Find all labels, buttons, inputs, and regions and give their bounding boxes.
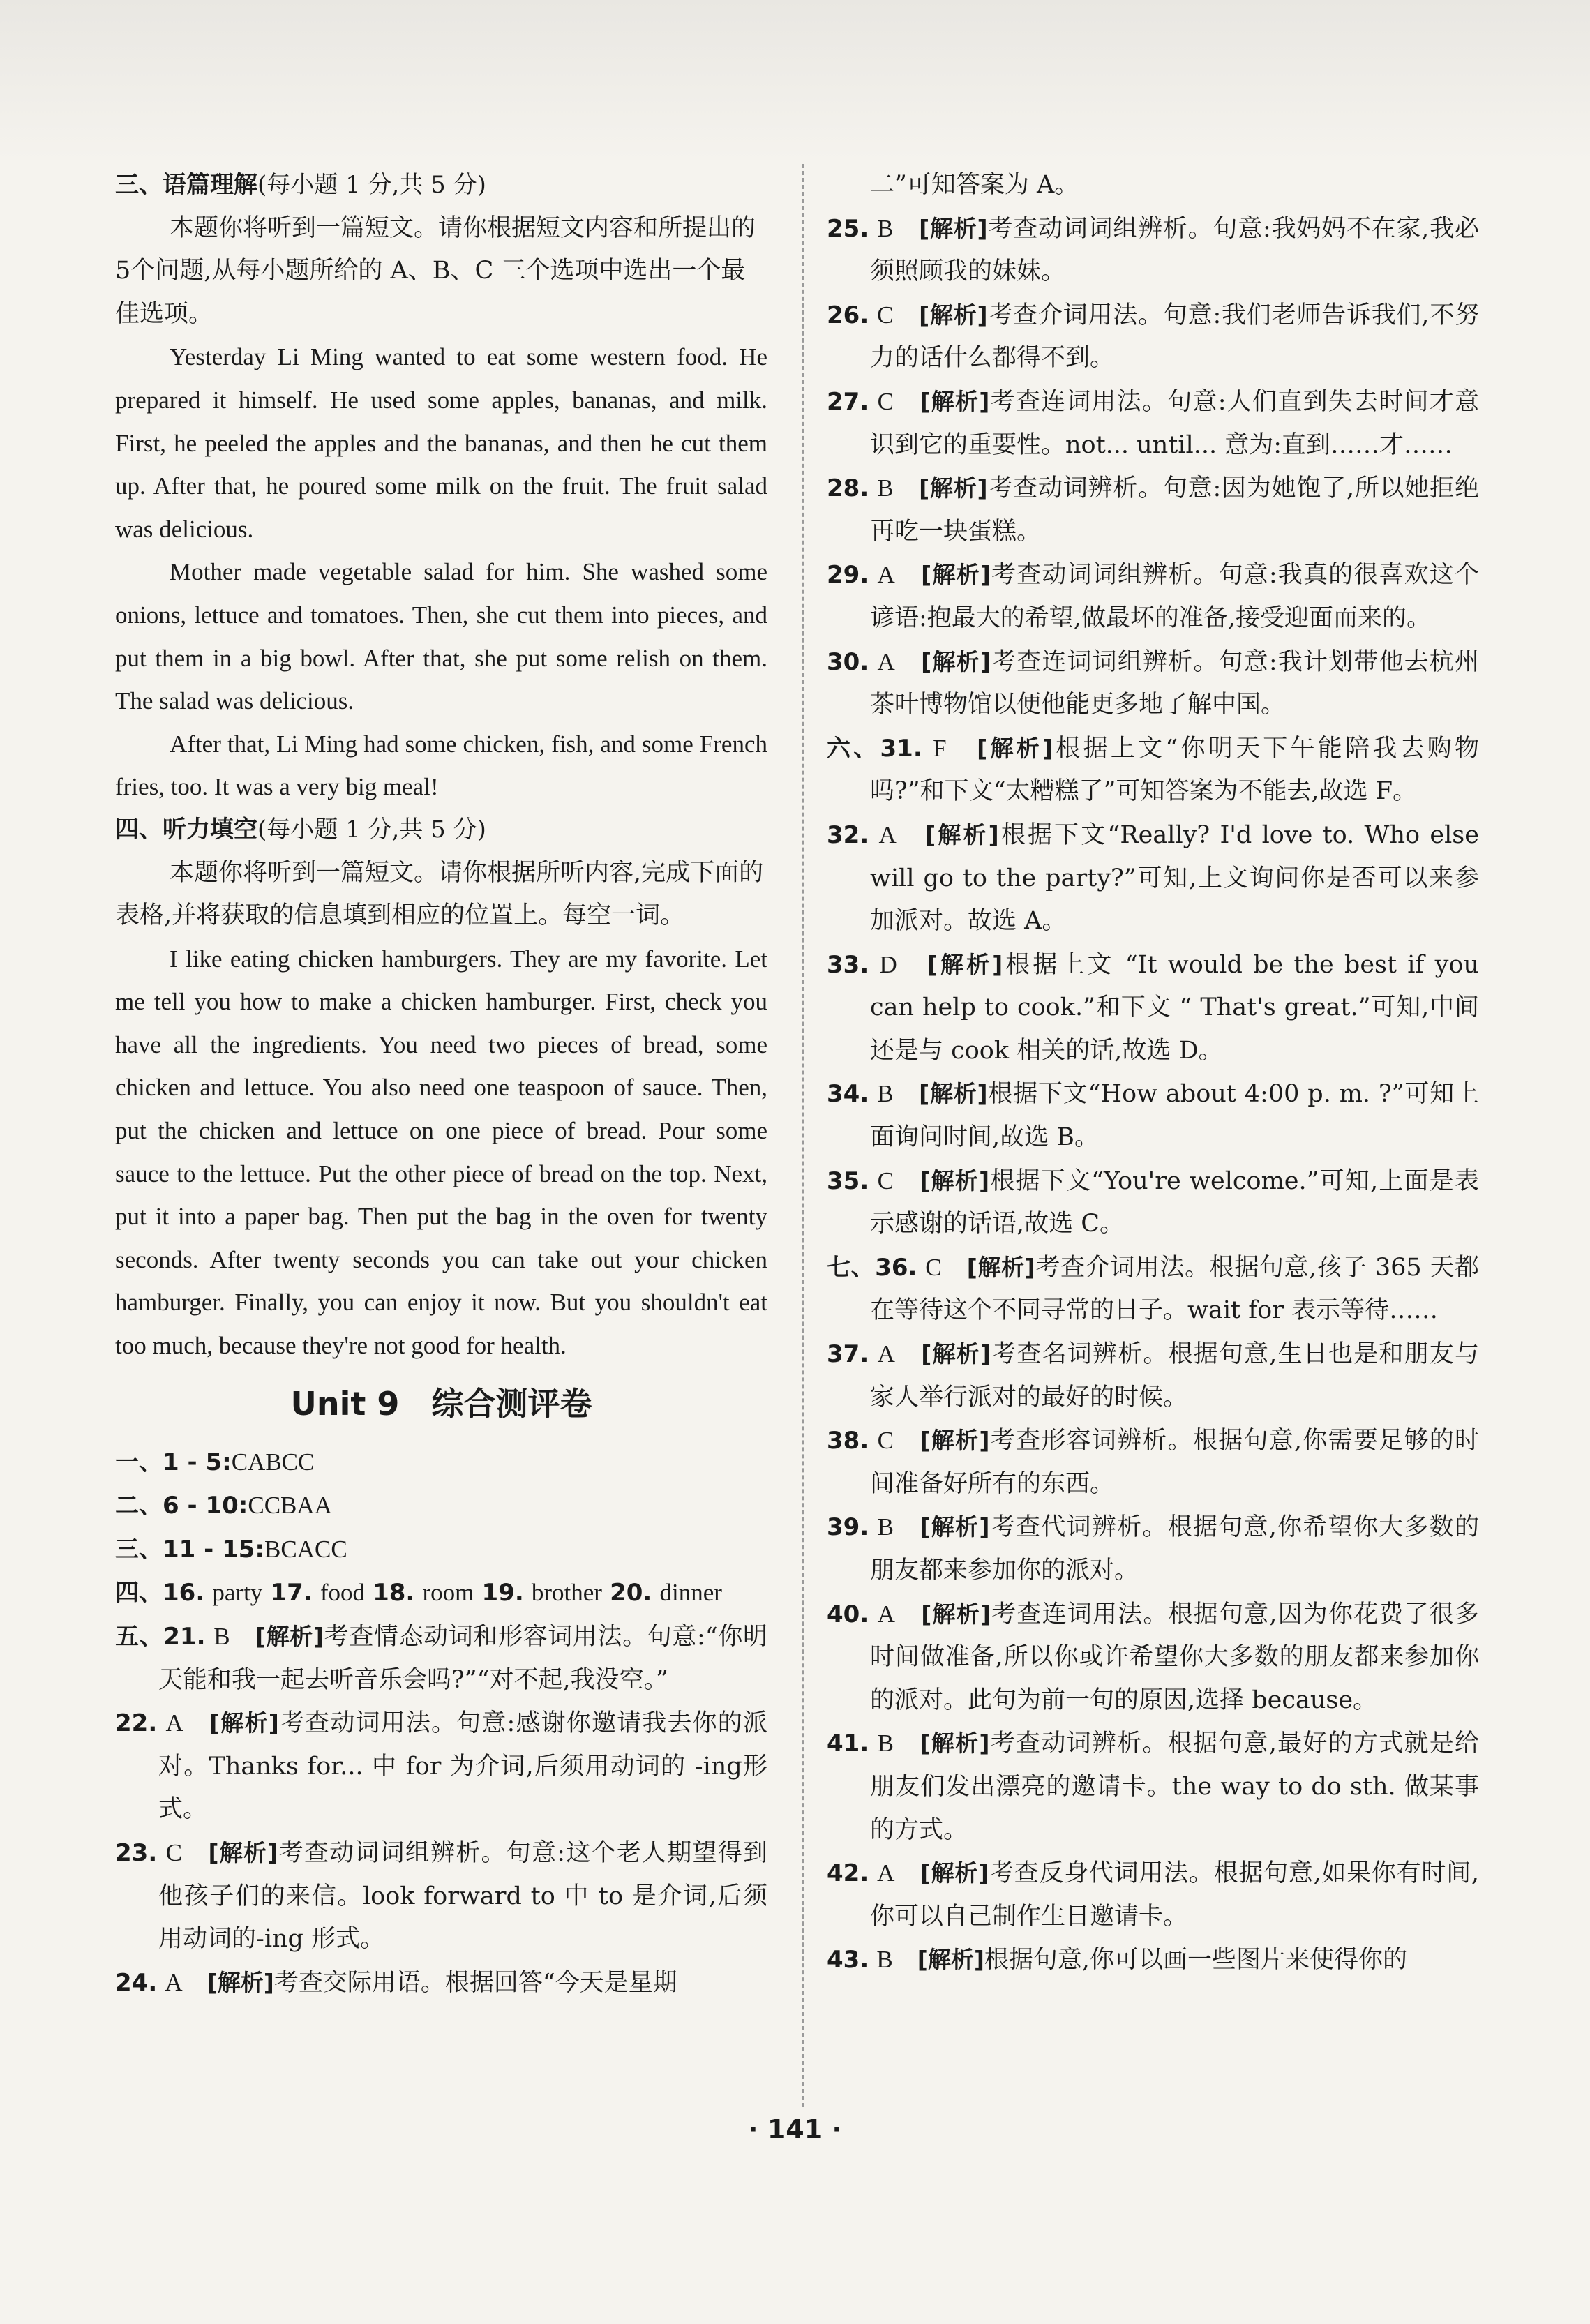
answer-item [827, 1419, 1479, 1506]
analysis-tag: [解析] [208, 1838, 278, 1866]
item-number: 六、31. [827, 734, 922, 763]
item-answer: B [877, 1513, 894, 1541]
item-answer: A [877, 1859, 895, 1887]
analysis-tag: [解析] [920, 1513, 990, 1541]
item-answer: B [213, 1623, 230, 1650]
left-column [115, 164, 767, 2004]
item-explanation: 考查情态动词和形容词用法。句意:“你明天能和我一起去听音乐会吗?”“对不起,我没空。” [158, 1623, 767, 1694]
item-explanation: 考查反身代词用法。根据句意,如果你有时间,你可以自己制作生日邀请卡。 [870, 1859, 1479, 1931]
answer-row-1-value: CABCC [231, 1448, 315, 1476]
item-explanation: 考查动词辨析。根据句意,最好的方式就是给朋友们发出漂亮的邀请卡。the way to do sth. 做某事的方式。 [870, 1730, 1479, 1844]
analysis-tag: [解析] [921, 1340, 991, 1368]
column-divider [802, 164, 804, 2107]
analysis-tag: [解析] [927, 950, 1003, 978]
answer-item [827, 380, 1479, 467]
fill-number: 16. [163, 1579, 205, 1607]
item-number: 25. [827, 214, 869, 243]
item-answer: B [876, 1946, 893, 1974]
item-answer: B [877, 1730, 894, 1757]
item-number: 34. [827, 1080, 869, 1109]
item-number: 29. [827, 561, 869, 590]
answer-item-21 [115, 1615, 767, 1702]
item-explanation: 考查连词用法。句意:人们直到失去时间才意识到它的重要性。not... until... 意为:直到……才…… [870, 387, 1479, 459]
item-explanation: 考查连词词组辨析。句意:我计划带他去杭州茶叶博物馆以便他能更多地了解中国。 [870, 647, 1479, 719]
answer-item [827, 1072, 1479, 1159]
item-explanation: 考查动词辨析。句意:因为她饱了,所以她拒绝再吃一块蛋糕。 [870, 474, 1479, 546]
item-answer: B [877, 1080, 894, 1108]
analysis-tag: [解析] [919, 474, 988, 502]
item-answer: C [877, 1427, 894, 1455]
answer-row-2-label: 二、6 - 10: [115, 1492, 248, 1520]
answer-row-2-value: CCBAA [248, 1492, 332, 1520]
section-3-passage-2: Mother made vegetable salad for him. She washed some onions, lettuce and tomatoes. Then, she cut them into pieces, and put them in a big bowl. After that, she put some relish on them. The salad was delicious. [115, 558, 767, 715]
section-3-title: 三、语篇理解 [115, 171, 257, 199]
answer-item [827, 1852, 1479, 1938]
answer-row-2 [115, 1484, 767, 1528]
section-3-passage-3: After that, Li Ming had some chicken, fish, and some French fries, too. It was a very big meal! [115, 730, 767, 801]
analysis-tag: [解析] [255, 1623, 324, 1650]
analysis-tag: [解析] [209, 1709, 279, 1737]
item-number: 24. [115, 1968, 158, 1997]
fill-number: 18. [373, 1579, 415, 1607]
analysis-tag: [解析] [920, 1167, 990, 1194]
answer-row-1 [115, 1441, 767, 1485]
page-number: · 141 · [748, 2114, 842, 2145]
fill-number: 17. [270, 1579, 313, 1607]
answer-item [827, 814, 1479, 943]
item-explanation: 考查动词用法。句意:感谢你邀请我去你的派对。Thanks for... 中 for 为介词,后须用动词的 -ing形式。 [158, 1709, 767, 1824]
answer-item [827, 207, 1479, 294]
answer-item-23 [115, 1831, 767, 1961]
section-4-instruction: 本题你将听到一篇短文。请你根据所听内容,完成下面的表格,并将获取的信息填到相应的位置上。每空一词。 [115, 858, 764, 930]
analysis-tag: [解析] [977, 734, 1053, 762]
item-answer: A [877, 1340, 895, 1368]
analysis-tag: [解析] [919, 1080, 988, 1108]
item-number: 七、36. [827, 1253, 917, 1282]
item-number: 41. [827, 1730, 869, 1758]
answer-item-22 [115, 1702, 767, 1831]
item-explanation: 根据下文“How about 4:00 p. m. ?”可知上面询问时间,故选 B。 [870, 1080, 1479, 1152]
analysis-tag: [解析] [966, 1253, 1035, 1281]
item-explanation: 考查动词词组辨析。句意:我真的很喜欢这个谚语:抱最大的希望,做最坏的准备,接受迎面而来的。 [870, 561, 1479, 632]
item-number: 30. [827, 647, 869, 676]
item-explanation: 考查介词用法。根据句意,孩子 365 天都在等待这个不同寻常的日子。wait for 表示等待…… [870, 1253, 1479, 1325]
analysis-tag: [解析] [207, 1968, 274, 1996]
analysis-tag: [解析] [919, 214, 988, 242]
item-answer: C [877, 301, 894, 329]
answer-row-3 [115, 1528, 767, 1572]
item-explanation: 考查交际用语。根据回答“今天是星期 [273, 1968, 677, 1997]
fill-word: party [212, 1579, 263, 1607]
unit-title: Unit 9 综合测评卷 [290, 1384, 592, 1423]
section-4-score: (每小题 1 分,共 5 分) [257, 815, 486, 844]
item-explanation: 根据句意,你可以画一些图片来使得你的 [984, 1946, 1408, 1974]
analysis-tag: [解析] [921, 1600, 991, 1628]
answer-item-24 [115, 1961, 767, 2005]
item-number: 32. [827, 820, 869, 849]
fill-number: 19. [481, 1579, 524, 1607]
answer-item [827, 553, 1479, 640]
section-3-score: (每小题 1 分,共 5 分) [257, 171, 486, 199]
item-number: 28. [827, 474, 869, 503]
fill-word: brother [531, 1579, 602, 1607]
item-answer: C [165, 1838, 182, 1866]
item-number: 43. [827, 1946, 869, 1974]
item-explanation: 考查连词用法。根据句意,因为你花费了很多时间做准备,所以你或许希望你大多数的朋友都来参加你的派对。此句为前一句的原因,选择 because。 [870, 1600, 1479, 1714]
item-answer: C [877, 387, 894, 415]
item-answer: C [925, 1253, 942, 1281]
item-number: 39. [827, 1513, 869, 1542]
item-explanation: 考查代词辨析。根据句意,你希望你大多数的朋友都来参加你的派对。 [870, 1513, 1479, 1584]
fill-number: 20. [610, 1579, 652, 1607]
analysis-tag: [解析] [920, 1427, 990, 1455]
analysis-tag: [解析] [921, 647, 991, 675]
fill-word: room [422, 1579, 474, 1607]
item-answer: A [877, 1600, 895, 1628]
right-column [827, 164, 1479, 1982]
item-explanation: 根据下文“Really? I'd love to. Who else will go to the party?”可知,上文询问你是否可以来参加派对。故选 A。 [870, 820, 1479, 936]
item-answer: B [877, 214, 894, 242]
answer-row-4 [115, 1571, 767, 1615]
section-3-heading [115, 164, 767, 207]
item-number: 22. [115, 1709, 158, 1738]
item-explanation: 考查动词词组辨析。句意:我妈妈不在家,我必须照顾我的妹妹。 [870, 214, 1479, 286]
item-answer: A [877, 561, 895, 589]
item-answer: A [165, 1709, 183, 1737]
answer-item [827, 727, 1479, 814]
fill-word: food [320, 1579, 365, 1607]
item-explanation: 考查介词用法。句意:我们老师告诉我们,不努力的话什么都得不到。 [870, 301, 1479, 373]
answer-item [827, 1593, 1479, 1723]
answer-item [827, 640, 1479, 727]
item-number: 26. [827, 301, 869, 329]
answer-item [827, 943, 1479, 1073]
answer-item-24-continued: 二”可知答案为 A。 [870, 171, 1079, 199]
item-number: 40. [827, 1600, 869, 1628]
answer-item [827, 294, 1479, 380]
item-answer: A [165, 1968, 183, 1996]
answer-item [827, 1938, 1479, 1982]
fill-word: dinner [659, 1579, 722, 1607]
section-4-passage: I like eating chicken hamburgers. They are my favorite. Let me tell you how to make a chicken hamburger. First, check you have all the ingredients. You need two pieces of bread, some chicken and lettuce. You also need one teaspoon of sauce. Then, put the chicken and lettuce on one piece of bread. Pour some sauce to the lettuce. Put the other piece of bread on the top. Next, put it into a paper bag. Then put the bag in the oven for twenty seconds. After twenty seconds you can take out your chicken hamburger. Finally, you can enjoy it now. But you shouldn't eat too much, because they're not good for health. [115, 945, 767, 1360]
item-explanation: 根据上文 “It would be the best if you can help to cook.”和下文 “ That's great.”可知,中间还是与 cook 相关的话,故选 D。 [870, 950, 1479, 1065]
item-number: 37. [827, 1340, 869, 1369]
answer-item [827, 1506, 1479, 1592]
item-answer: F [933, 734, 947, 762]
page-top-shade [0, 0, 1590, 160]
analysis-tag: [解析] [919, 301, 988, 329]
item-explanation: 考查名词辨析。根据句意,生日也是和朋友与家人举行派对的最好的时候。 [870, 1340, 1479, 1411]
item-number: 38. [827, 1427, 869, 1455]
analysis-tag: [解析] [917, 1946, 984, 1974]
item-explanation: 根据上文“你明天下午能陪我去购物吗?”和下文“太糟糕了”可知答案为不能去,故选 F。 [870, 734, 1479, 806]
section-4-heading [115, 809, 767, 852]
item-number: 27. [827, 387, 869, 416]
item-answer: D [879, 950, 897, 978]
item-number: 42. [827, 1859, 869, 1888]
analysis-tag: [解析] [920, 1859, 989, 1887]
item-explanation: 考查形容词辨析。根据句意,你需要足够的时间准备好所有的东西。 [870, 1427, 1479, 1498]
item-answer: C [877, 1167, 894, 1194]
item-answer: B [877, 474, 894, 502]
item-number: 33. [827, 950, 869, 979]
section-3-instruction: 本题你将听到一篇短文。请你根据短文内容和所提出的5个问题,从每小题所给的 A、B、C 三个选项中选出一个最佳选项。 [115, 213, 756, 328]
answer-row-3-value: BCACC [264, 1535, 347, 1563]
item-explanation: 考查动词词组辨析。句意:这个老人期望得到他孩子们的来信。look forward to 中 to 是介词,后须用动词的-ing 形式。 [158, 1838, 767, 1954]
analysis-tag: [解析] [920, 1730, 990, 1757]
answer-row-1-label: 一、1 - 5: [115, 1448, 232, 1476]
section-4-title: 四、听力填空 [115, 815, 257, 844]
analysis-tag: [解析] [920, 387, 990, 415]
answer-item [827, 1333, 1479, 1419]
answer-item [827, 1722, 1479, 1852]
answer-row-4-label: 四、 [115, 1579, 163, 1607]
analysis-tag: [解析] [925, 820, 999, 848]
answer-item [827, 1160, 1479, 1246]
item-number: 35. [827, 1167, 869, 1195]
item-number: 五、21. [115, 1623, 206, 1651]
item-answer: A [877, 647, 895, 675]
item-answer: A [878, 820, 897, 848]
answer-item [827, 1246, 1479, 1333]
item-explanation: 根据下文“You're welcome.”可知,上面是表示感谢的话语,故选 C。 [870, 1167, 1479, 1238]
right-answer-list [827, 207, 1479, 1982]
section-3-passage-1: Yesterday Li Ming wanted to eat some western food. He prepared it himself. He used some apples, bananas, and milk. First, he peeled the apples and the bananas, and then he cut them up. After that, he poured some milk on the fruit. The fruit salad was delicious. [115, 343, 767, 543]
analysis-tag: [解析] [921, 561, 991, 589]
item-number: 23. [115, 1838, 158, 1867]
answer-row-3-label: 三、11 - 15: [115, 1535, 265, 1564]
answer-item [827, 467, 1479, 553]
